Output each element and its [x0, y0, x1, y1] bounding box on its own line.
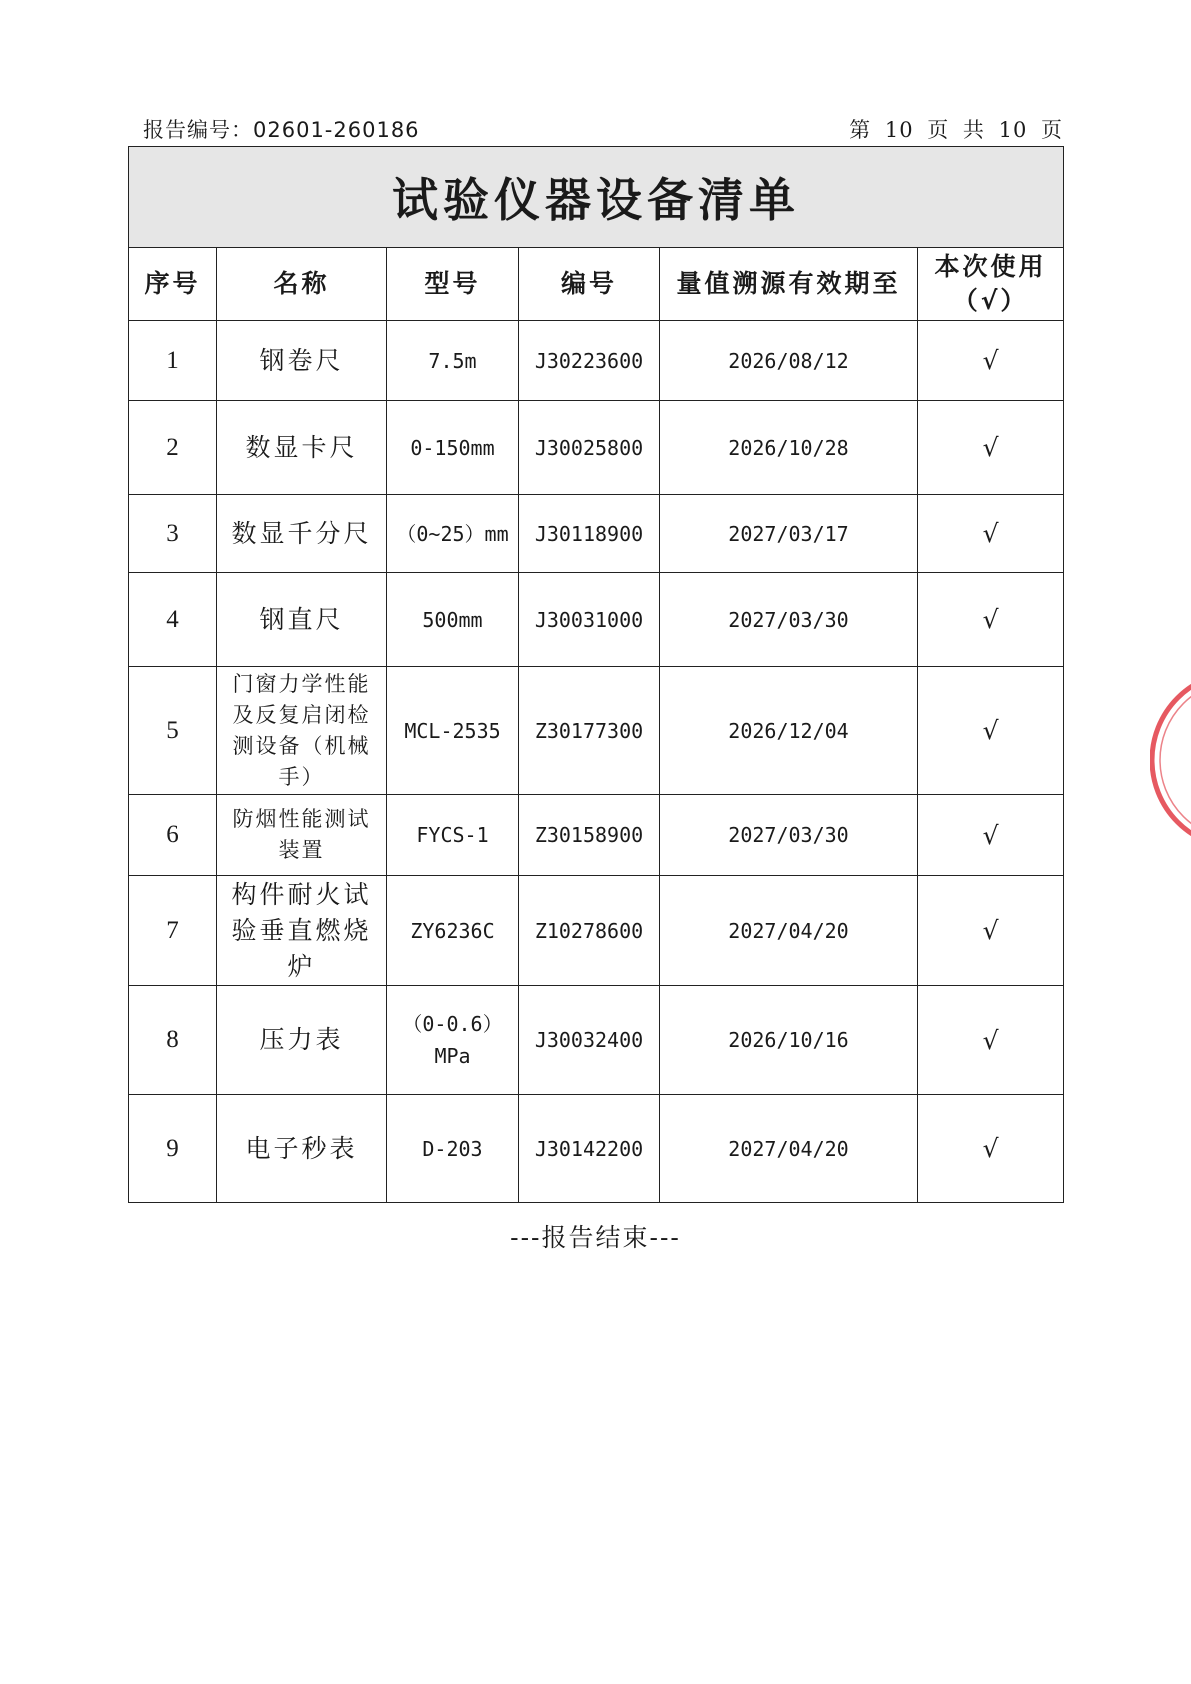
row-model: 0-150mm: [387, 401, 519, 495]
row-name: 钢直尺: [217, 573, 387, 667]
row-seq: 3: [129, 495, 217, 573]
table-row: [129, 986, 1064, 1095]
row-name: 压力表: [217, 986, 387, 1095]
row-used-check: √: [918, 573, 1064, 667]
row-code: Z10278600: [519, 876, 660, 986]
column-header-model: 型号: [387, 248, 519, 321]
row-code: J30223600: [519, 321, 660, 401]
report-number: [143, 114, 420, 144]
row-code: J30025800: [519, 401, 660, 495]
column-header-valid-until: 量值溯源有效期至: [660, 248, 918, 321]
row-valid-until: 2027/03/30: [660, 573, 918, 667]
row-model: D-203: [387, 1095, 519, 1203]
row-valid-until: 2027/03/17: [660, 495, 918, 573]
row-valid-until: 2026/10/16: [660, 986, 918, 1095]
table-row: [129, 667, 1064, 795]
row-seq: 7: [129, 876, 217, 986]
row-used-check: √: [918, 495, 1064, 573]
column-header-used: 本次使用（√）: [918, 248, 1064, 321]
row-used-check: √: [918, 1095, 1064, 1203]
row-seq: 1: [129, 321, 217, 401]
row-used-check: √: [918, 876, 1064, 986]
row-model: ZY6236C: [387, 876, 519, 986]
row-seq: 9: [129, 1095, 217, 1203]
row-code: J30032400: [519, 986, 660, 1095]
table-row: [129, 321, 1064, 401]
row-valid-until: 2026/12/04: [660, 667, 918, 795]
report-number-label: 报告编号：: [143, 118, 253, 142]
row-name: 钢卷尺: [217, 321, 387, 401]
row-valid-until: 2027/04/20: [660, 1095, 918, 1203]
row-name: 门窗力学性能及反复启闭检测设备（机械手）: [217, 667, 387, 795]
report-number-value: 02601-260186: [253, 118, 420, 142]
row-name: 防烟性能测试装置: [217, 795, 387, 876]
row-seq: 8: [129, 986, 217, 1095]
column-header-seq: 序号: [129, 248, 217, 321]
row-model: （0~25）mm: [387, 495, 519, 573]
row-name: 电子秒表: [217, 1095, 387, 1203]
row-name: 数显卡尺: [217, 401, 387, 495]
row-model: 500mm: [387, 573, 519, 667]
row-used-check: √: [918, 986, 1064, 1095]
row-used-check: √: [918, 667, 1064, 795]
row-code: J30031000: [519, 573, 660, 667]
row-model: （0-0.6）MPa: [387, 986, 519, 1095]
equipment-table: [128, 146, 1064, 1203]
row-name: 数显千分尺: [217, 495, 387, 573]
table-row: [129, 495, 1064, 573]
row-code: J30142200: [519, 1095, 660, 1203]
row-seq: 4: [129, 573, 217, 667]
row-model: 7.5m: [387, 321, 519, 401]
header-row: [129, 248, 1064, 321]
table-row: [129, 573, 1064, 667]
seal-stamp-partial: [1150, 660, 1191, 860]
column-header-name: 名称: [217, 248, 387, 321]
title-row: [129, 147, 1064, 248]
row-valid-until: 2027/03/30: [660, 795, 918, 876]
row-name: 构件耐火试验垂直燃烧炉: [217, 876, 387, 986]
table-title: 试验仪器设备清单: [129, 147, 1064, 248]
row-used-check: √: [918, 401, 1064, 495]
row-seq: 2: [129, 401, 217, 495]
row-valid-until: 2026/08/12: [660, 321, 918, 401]
table-row: [129, 876, 1064, 986]
row-code: Z30158900: [519, 795, 660, 876]
table-row: [129, 795, 1064, 876]
row-valid-until: 2026/10/28: [660, 401, 918, 495]
report-header: [143, 114, 1063, 144]
row-model: FYCS-1: [387, 795, 519, 876]
row-used-check: √: [918, 795, 1064, 876]
report-end-text: ---报告结束---: [510, 1223, 681, 1252]
row-model: MCL-2535: [387, 667, 519, 795]
row-used-check: √: [918, 321, 1064, 401]
row-valid-until: 2027/04/20: [660, 876, 918, 986]
column-header-code: 编号: [519, 248, 660, 321]
page-indicator: 第 10 页 共 10 页: [849, 118, 1063, 142]
table-row: [129, 401, 1064, 495]
row-seq: 5: [129, 667, 217, 795]
row-seq: 6: [129, 795, 217, 876]
row-code: J30118900: [519, 495, 660, 573]
row-code: Z30177300: [519, 667, 660, 795]
table-row: [129, 1095, 1064, 1203]
